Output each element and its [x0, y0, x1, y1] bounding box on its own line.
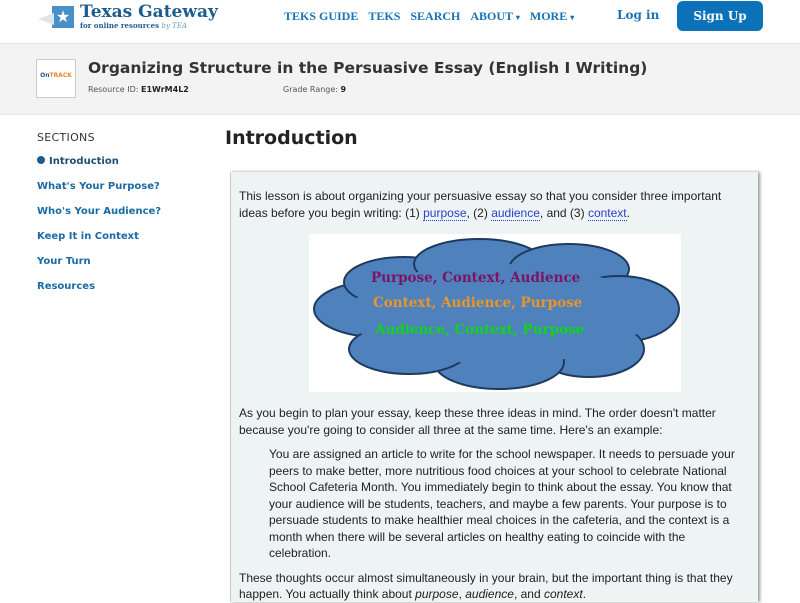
- nav-teks[interactable]: TEKS: [368, 9, 401, 23]
- nav-more[interactable]: [530, 9, 574, 24]
- sidebar-item-purpose[interactable]: What's Your Purpose?: [37, 181, 160, 192]
- logo-title: Texas Gateway: [80, 2, 218, 22]
- resource-id: [88, 85, 189, 94]
- logo-triangle: [38, 13, 54, 25]
- p3-italic: audience: [465, 587, 514, 601]
- p1-text: This lesson is about organizing your persuasive essay so that you consider three important ideas before you begin writing: (1): [239, 189, 722, 220]
- ontrack-logo: [36, 59, 76, 98]
- resource-id-label: Resource ID:: [88, 85, 139, 94]
- sidebar-item-label: Introduction: [49, 156, 119, 167]
- resource-header: [0, 44, 800, 115]
- nav-about-label: ABOUT: [470, 9, 513, 23]
- content-box: [230, 172, 758, 602]
- logo-by: by TEA: [161, 22, 187, 30]
- cloud-line-2: Context, Audience, Purpose: [373, 295, 583, 311]
- section-heading: Introduction: [225, 127, 358, 149]
- p3-italic: context: [543, 587, 583, 601]
- p1-text: , (2): [466, 205, 488, 220]
- top-header: [0, 0, 800, 44]
- cloud-line-3: Audience, Context, Purpose: [375, 322, 585, 338]
- nav-about[interactable]: [470, 9, 519, 24]
- purpose-link[interactable]: purpose: [423, 205, 467, 220]
- sidebar-item-introduction[interactable]: [37, 156, 119, 167]
- p3-italic: purpose: [415, 587, 459, 601]
- grade-range-label: Grade Range:: [283, 85, 338, 94]
- plan-paragraph: As you begin to plan your essay, keep these three ideas in mind. The order doesn't matter because you're going to consider all three at the same time. Here's an example:: [239, 406, 716, 437]
- caret-down-icon: ▾: [570, 13, 575, 22]
- p1-text: .: [626, 205, 630, 220]
- sidebar-item-your-turn[interactable]: Your Turn: [37, 256, 91, 267]
- cloud-line-1: Purpose, Context, Audience: [371, 270, 581, 286]
- logo-subtitle: [80, 21, 218, 30]
- nav-teks-guide[interactable]: TEKS GUIDE: [284, 9, 359, 23]
- cloud-image: [309, 234, 681, 392]
- cloud-shape: [309, 234, 681, 392]
- p3-text: ,: [458, 587, 462, 601]
- ontrack-logo-a: On: [40, 72, 50, 79]
- ontrack-logo-b: TRACK: [49, 72, 72, 79]
- example-blockquote: You are assigned an article to write for the school newspaper. It needs to persuade your peers to make better, more nutritious food choices at your school to celebrate National School Cafeteria Month. You immediately begin to think about the essay. You know that your audience will be students, teachers, and maybe a few parents. Your purpose is to persuade students to make healthier meal choices in the cafeteria, and the context is a month when there will be several articles on healthy eating to coincide with the celebration.: [269, 447, 735, 560]
- conclusion-paragraph: [239, 570, 750, 603]
- p3-text: , and: [513, 587, 541, 601]
- context-link[interactable]: context: [587, 205, 627, 220]
- texas-gateway-logo[interactable]: [38, 3, 218, 30]
- active-dot-icon: [37, 156, 45, 164]
- nav-more-label: MORE: [529, 9, 568, 23]
- main-nav: [284, 9, 574, 24]
- grade-range-value: 9: [340, 85, 347, 94]
- resource-id-value: E1WrM4L2: [141, 85, 189, 94]
- p3-text: .: [582, 587, 587, 601]
- p1-text: , and (3): [539, 205, 585, 220]
- signup-button[interactable]: Sign Up: [677, 1, 763, 31]
- sidebar-item-resources[interactable]: Resources: [37, 281, 96, 292]
- logo-subtitle-text: for online resources: [80, 21, 160, 30]
- sections-heading: SECTIONS: [37, 131, 95, 144]
- nav-search[interactable]: SEARCH: [410, 9, 461, 23]
- intro-paragraph: [239, 188, 750, 221]
- sidebar-item-audience[interactable]: Who's Your Audience?: [37, 206, 162, 217]
- caret-down-icon: ▾: [515, 13, 520, 22]
- sidebar-item-context[interactable]: Keep It in Context: [37, 231, 139, 242]
- grade-range: [283, 85, 346, 94]
- resource-title: Organizing Structure in the Persuasive Essay (English I Writing): [88, 59, 648, 77]
- login-link[interactable]: Log in: [617, 8, 660, 22]
- star-icon: ★: [52, 6, 74, 28]
- p3-text: These thoughts occur almost simultaneously in your brain, but the important thing is that they happen. You actually think about: [239, 570, 733, 601]
- audience-link[interactable]: audience: [491, 205, 540, 220]
